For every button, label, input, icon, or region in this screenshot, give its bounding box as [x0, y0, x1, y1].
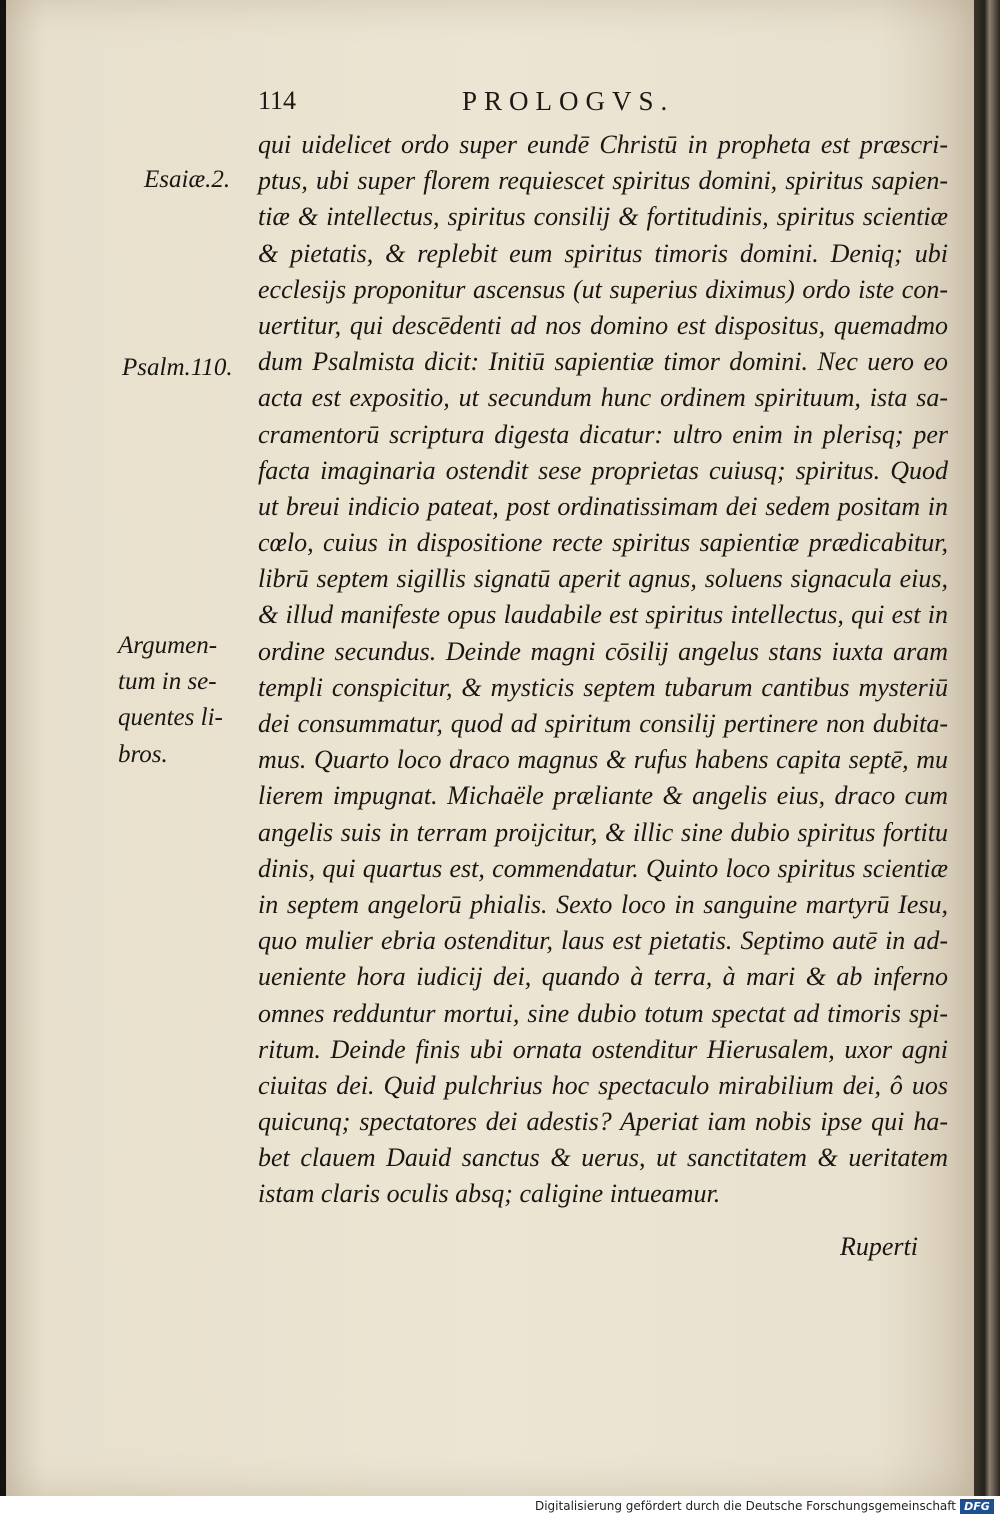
text-line: tiæ & intellectus, spiritus consilij & fortitudinis, spiritus scientiæ — [258, 202, 948, 232]
footer-credit: Digitalisierung gefördert durch die Deutsche Forschungsgemeinschaft — [534, 1499, 956, 1513]
text-line: lierem impugnat. Michaële præliante & angelis eius, draco cum — [258, 781, 948, 811]
book-page — [6, 0, 974, 1496]
margin-note-line: bros. — [118, 740, 168, 768]
text-line: dum Psalmista dicit: Initiū sapientiæ timor domini. Nec uero eo — [258, 347, 948, 377]
margin-note-esaiae: Esaiæ.2. — [144, 166, 231, 193]
text-line: ritum. Deinde finis ubi ornata ostenditur Hierusalem, uxor agni — [258, 1034, 948, 1064]
text-line: ordine secundus. Deinde magni cōsilij angelus stans iuxta aram — [258, 636, 948, 666]
footer-bar — [0, 1496, 1000, 1518]
text-line: cœlo, cuius in dispositione recte spiritus sapientiæ prædicabitur, — [258, 528, 948, 558]
text-line: librū septem sigillis signatū aperit agnus, soluens signacula eius, — [258, 564, 948, 594]
margin-note-line: quentes li- — [118, 704, 223, 732]
dfg-logo-icon: DFG — [960, 1499, 994, 1514]
text-line: quicunq; spectatores dei adestis? Aperiat iam nobis ipse qui ha- — [258, 1107, 948, 1137]
margin-note-argumentum — [118, 628, 223, 773]
text-line: ciuitas dei. Quid pulchrius hoc spectaculo mirabilium dei, ô uos — [258, 1070, 948, 1100]
body-text — [258, 127, 948, 1213]
folio-number: 114 — [258, 86, 297, 115]
text-line: omnes redduntur mortui, sine dubio totum spectat ad timoris spi- — [258, 998, 948, 1028]
binding-edge — [974, 0, 1000, 1496]
catchword: Ruperti — [840, 1232, 918, 1261]
page-header — [6, 86, 974, 116]
text-line: in septem angelorū phialis. Sexto loco in sanguine martyrū Iesu, — [258, 889, 948, 919]
text-line: dei consummatur, quod ad spiritum consilij pertinere non dubita- — [258, 709, 948, 738]
text-line: ueniente hora iudicij dei, quando à terra, à mari & ab inferno — [258, 962, 948, 992]
text-line: & pietatis, & replebit eum spiritus timoris domini. Deniq; ubi — [258, 238, 948, 268]
text-line: cramentorū scriptura digesta dicatur: ultro enim in plerisq; per — [258, 419, 948, 449]
margin-note-line: tum in se- — [118, 668, 217, 696]
text-line: angelis suis in terram proijcitur, & illic sine dubio spiritus fortitu — [258, 817, 948, 847]
text-line: mus. Quarto loco draco magnus & rufus habens capita septē, mu — [258, 745, 948, 775]
text-line: istam claris oculis absq; caligine intueamur. — [258, 1179, 721, 1209]
text-line: quo mulier ebria ostenditur, laus est pietatis. Septimo autē in ad- — [258, 926, 948, 956]
margin-note-line: Argumen- — [118, 632, 218, 659]
text-line: acta est expositio, ut secundum hunc ordinem spirituum, ista sa- — [258, 383, 948, 413]
text-line: bet clauem Dauid sanctus & uerus, ut sanctitatem & ueritatem — [258, 1143, 948, 1173]
text-line: facta imaginaria ostendit sese proprietas cuiusq; spiritus. Quod — [258, 455, 948, 485]
running-head: PROLOGVS. — [462, 86, 675, 116]
text-line: & illud manifeste opus laudabile est spiritus intellectus, qui est in — [258, 600, 948, 630]
text-line: qui uidelicet ordo super eundē Christū in propheta est præscri- — [258, 130, 948, 159]
text-line: ptus, ubi super florem requiescet spiritus domini, spiritus sapien- — [258, 166, 948, 196]
text-line: ut breui indicio pateat, post ordinatissimam dei sedem positam in — [258, 491, 948, 521]
margin-note-psalm: Psalm.110. — [122, 354, 233, 381]
text-line: ecclesijs proponitur ascensus (ut superius diximus) ordo iste con- — [258, 274, 948, 304]
text-line: dinis, qui quartus est, commendatur. Quinto loco spiritus scientiæ — [258, 853, 948, 883]
text-line: templi conspicitur, & mysticis septem tubarum cantibus mysteriū — [258, 672, 948, 702]
text-line: uertitur, qui descēdenti ad nos domino est dispositus, quemadmo — [258, 310, 948, 340]
